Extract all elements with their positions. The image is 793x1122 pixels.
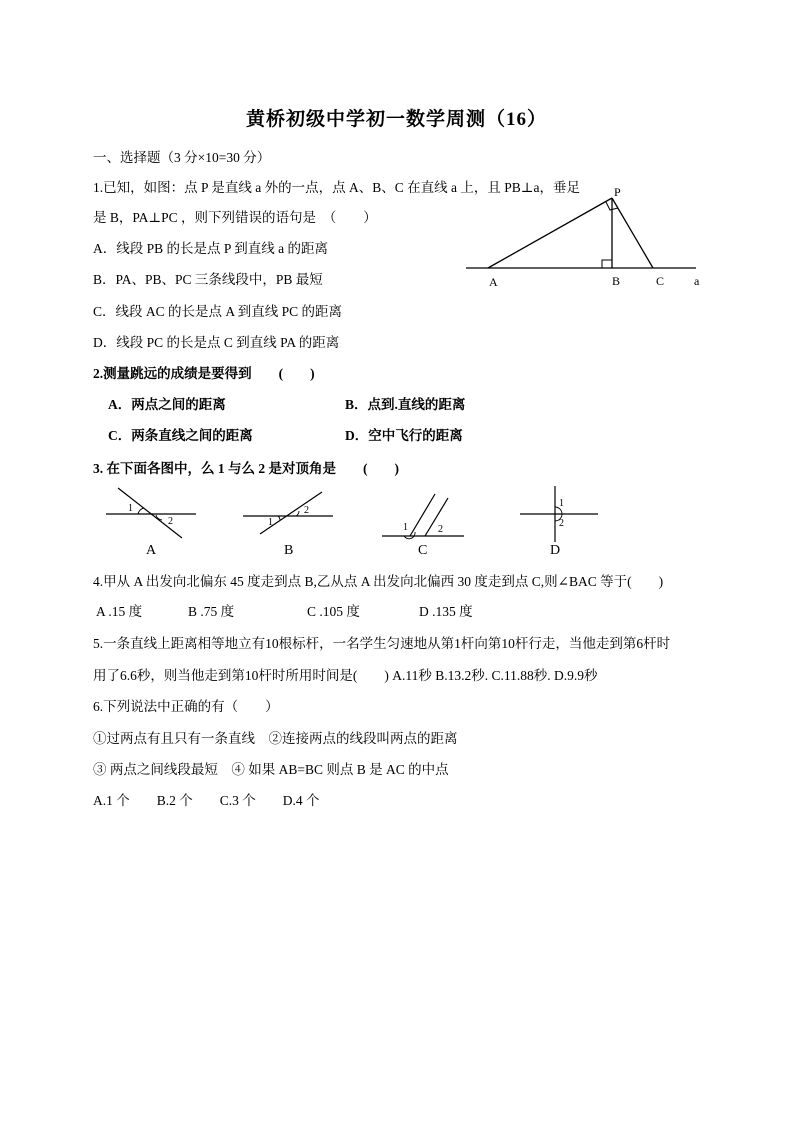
q1-option-a: A．线段 PB 的长是点 P 到直线 a 的距离 [93, 241, 329, 256]
q1-stem-line2: 是 B，PA⊥PC ，则下列错误的语句是 （ ） [93, 210, 377, 225]
q4-option-b: B .75 度 [188, 604, 235, 619]
section-heading: 一、选择题（3 分×10=30 分） [93, 150, 271, 165]
q3-figure-d [520, 486, 598, 558]
q6-statement-line1: ①过两点有且只有一条直线 ②连接两点的线段叫两点的距离 [93, 731, 458, 746]
q1-label-c: C [656, 274, 665, 288]
page-title: 黄桥初级中学初一数学周测（16） [245, 109, 547, 130]
q3-d-label: D [550, 543, 561, 558]
q3-figure-a [106, 488, 196, 558]
q4-option-c: C .105 度 [307, 604, 360, 619]
q4-stem: 4.甲从 A 出发向北偏东 45 度走到点 B,乙从点 A 出发向北偏西 30 度走到点 C,则∠BAC 等于( ) [93, 574, 664, 589]
q3-b-angle2: 2 [304, 505, 309, 516]
q3-d-angle2: 2 [559, 518, 564, 529]
q1-label-line-a: a [694, 274, 700, 288]
q3-a-angle2: 2 [168, 516, 173, 527]
q2-option-d: D．空中飞行的距离 [345, 428, 463, 443]
q1-label-p: P [614, 185, 621, 199]
q2-option-c: C．两条直线之间的距离 [108, 428, 253, 443]
q3-figure-c [382, 494, 464, 558]
q1-figure [460, 182, 720, 292]
q1-option-d: D．线段 PC 的长是点 C 到直线 PA 的距离 [93, 335, 340, 350]
q4-option-a: A .15 度 [96, 604, 143, 619]
q1-option-b: B．PA、PB、PC 三条线段中，PB 最短 [93, 272, 323, 287]
q5-stem-line1: 5.一条直线上距离相等地立有10根标杆，一名学生匀速地从第1杆向第10杆行走，当他走到第6杆时 [93, 636, 671, 651]
q3-c-angle2: 2 [438, 524, 443, 535]
q5-stem-line2: 用了6.6秒，则当他走到第10杆时所用时间是( ) A.11秒 B.13.2秒. C.11.88秒. D.9.9秒 [93, 668, 598, 683]
q1-right-angle-b [602, 260, 612, 268]
q1-segment-pc [612, 198, 653, 268]
q1-label-b: B [612, 274, 621, 288]
q1-stem-line1: 1.已知，如图：点 P 是直线 a 外的一点，点 A、B、C 在直线 a 上，且 PB⊥a，垂足 [93, 180, 580, 195]
q6-statement-line2: ③ 两点之间线段最短 ④ 如果 AB=BC 则点 B 是 AC 的中点 [93, 762, 449, 777]
q2-stem: 2.测量跳远的成绩是要得到 ( ) [93, 366, 315, 381]
q1-segment-pa [488, 198, 612, 268]
q2-option-a: A．两点之间的距离 [108, 397, 226, 412]
q3-b-angle1: 1 [268, 517, 273, 528]
q3-figures [100, 482, 610, 560]
q3-d-angle1: 1 [559, 498, 564, 509]
q2-option-b: B．点到.直线的距离 [345, 397, 466, 412]
q6-stem: 6.下列说法中正确的有（ ） [93, 699, 279, 714]
q3-a-label: A [146, 543, 157, 558]
q1-label-a: A [489, 275, 498, 289]
q3-c-label: C [418, 543, 428, 558]
q4-option-d: D .135 度 [419, 604, 473, 619]
q3-c-angle1: 1 [403, 522, 408, 533]
q3-stem: 3. 在下面各图中，么 1 与么 2 是对顶角是 ( ) [93, 461, 399, 476]
q1-option-c: C．线段 AC 的长是点 A 到直线 PC 的距离 [93, 304, 343, 319]
q3-b-label: B [284, 543, 294, 558]
q3-a-angle1: 1 [128, 503, 133, 514]
q6-options: A.1 个 B.2 个 C.3 个 D.4 个 [93, 793, 320, 808]
q3-figure-b [243, 492, 333, 558]
